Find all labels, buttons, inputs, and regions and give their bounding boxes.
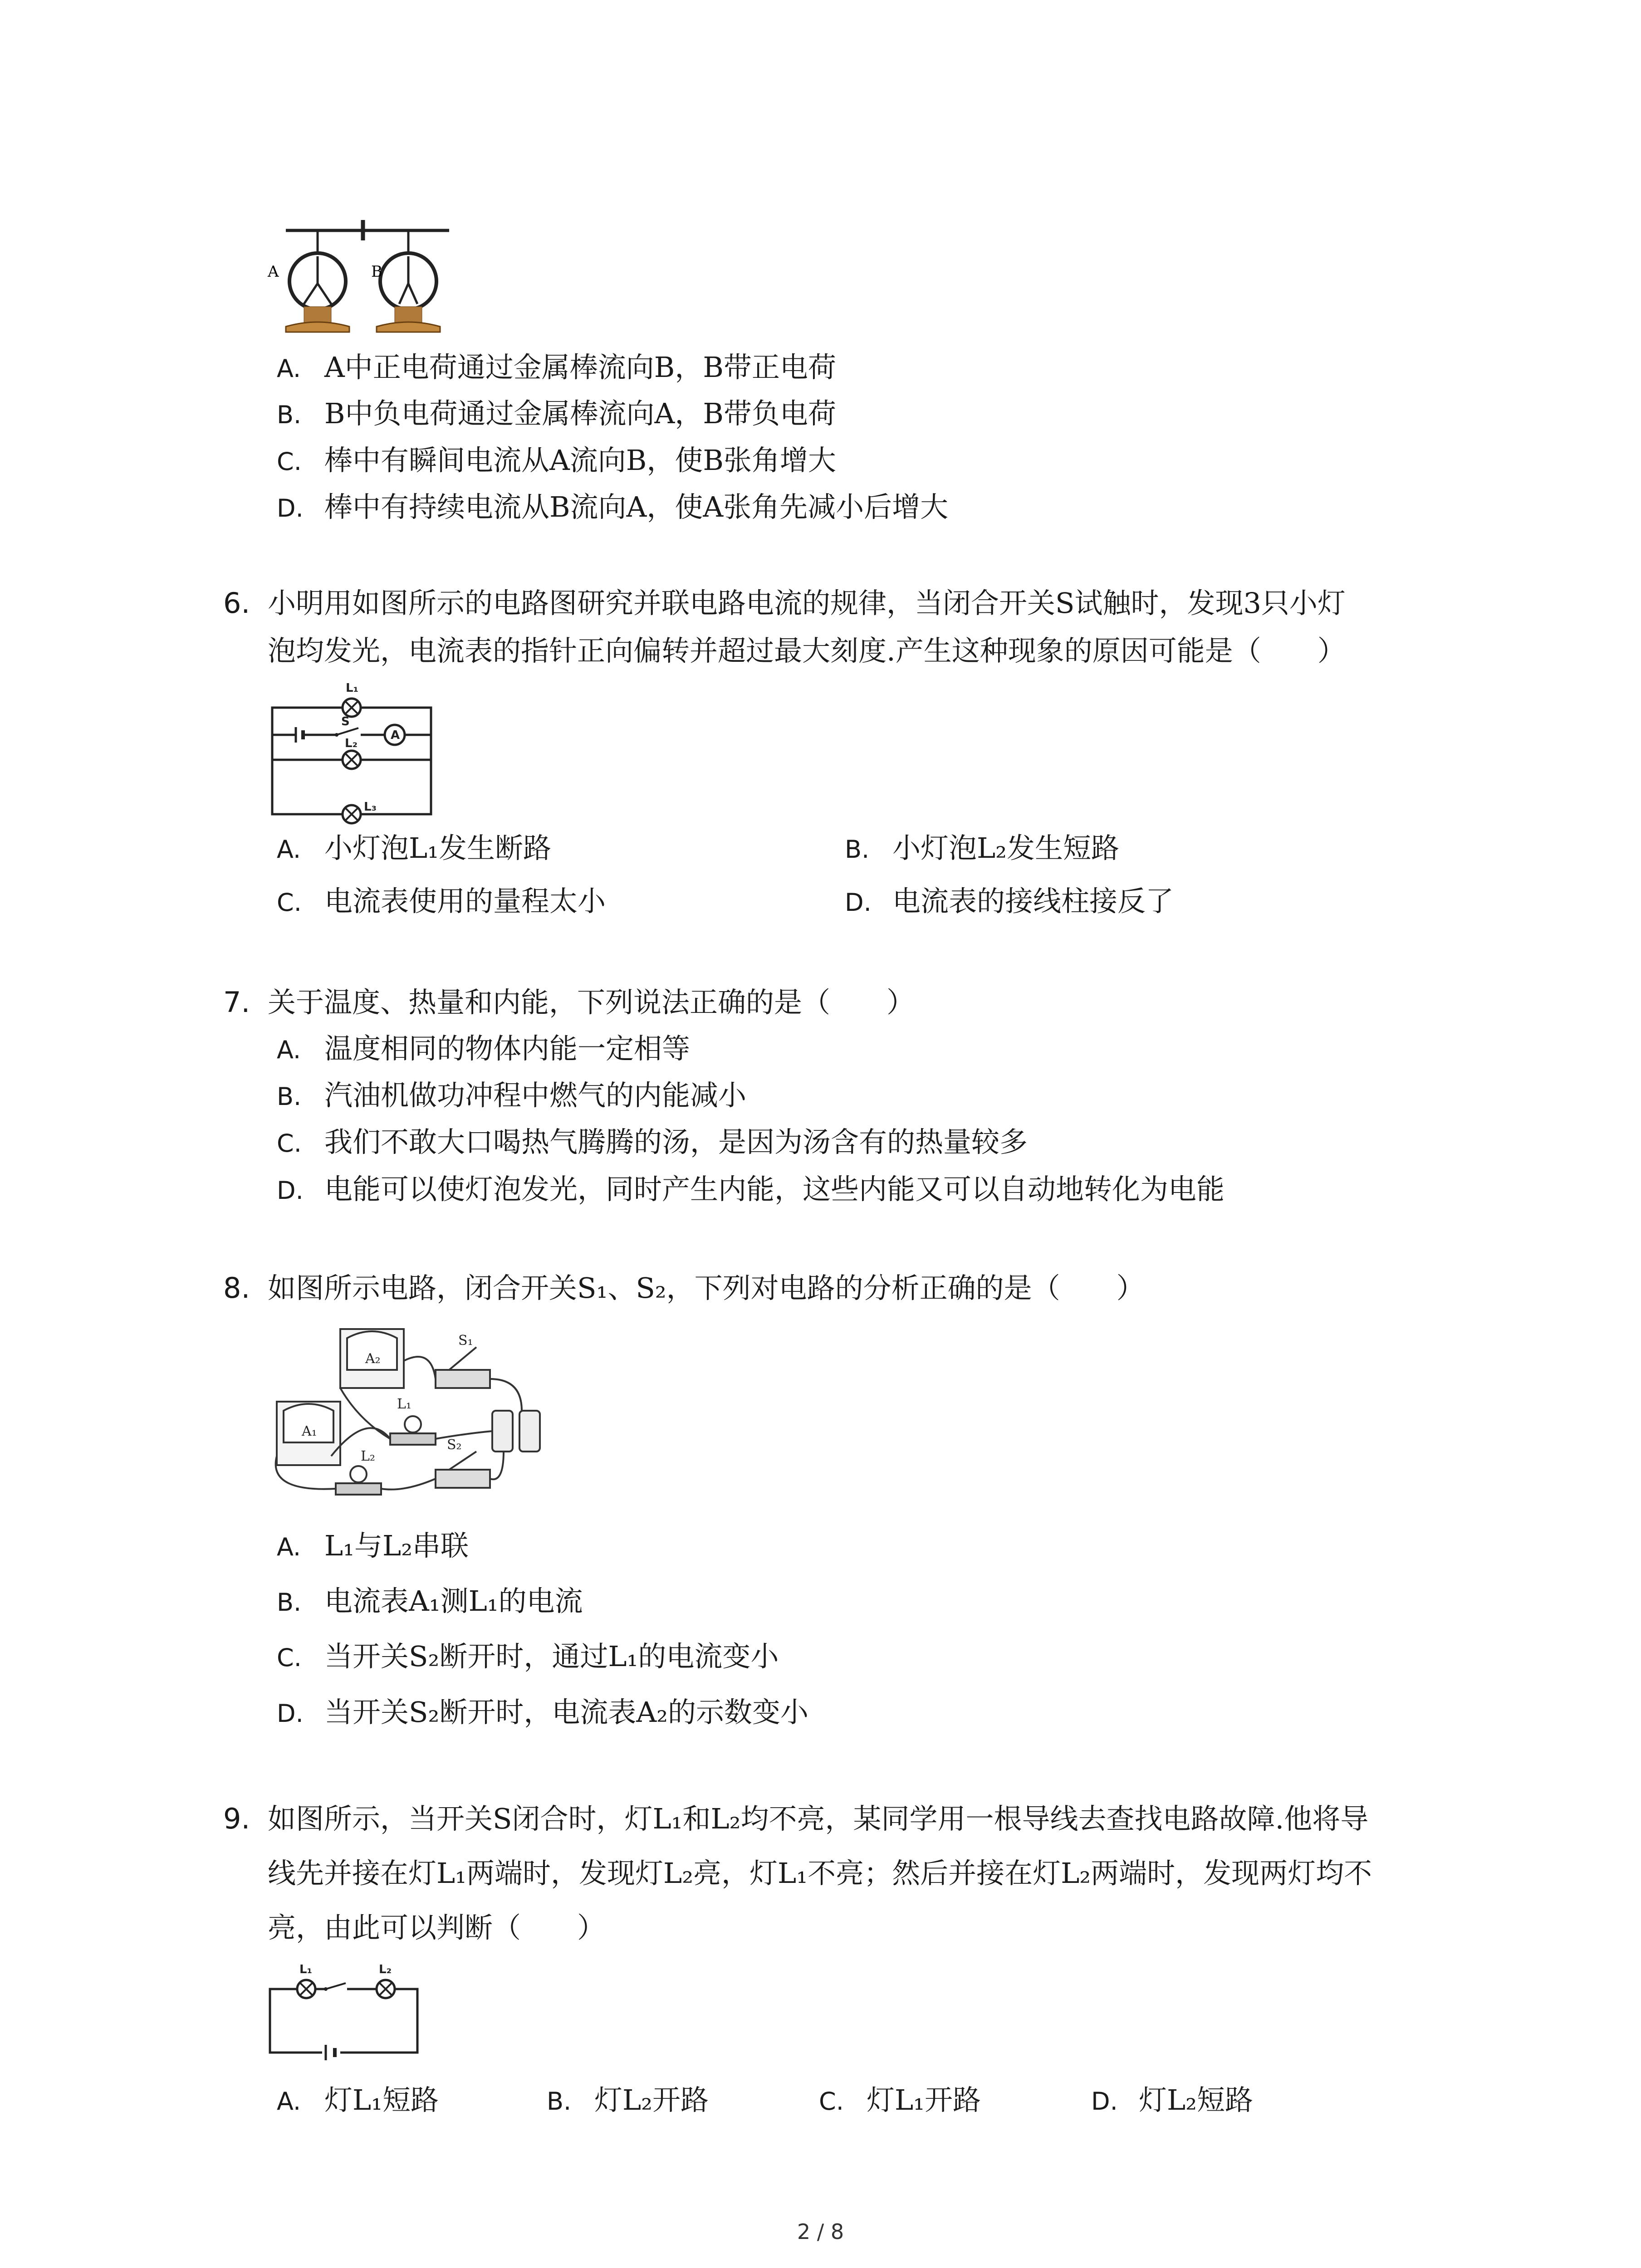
q8-option-c: C. 当开关S₂断开时，通过L₁的电流变小 xyxy=(277,1640,779,1673)
label-a1: A₁ xyxy=(302,1423,317,1439)
label-l2: L₂ xyxy=(345,737,358,750)
q7-option-b: B. 汽油机做功冲程中燃气的内能减小 xyxy=(277,1079,747,1112)
label-s1: S₁ xyxy=(458,1333,473,1349)
q6-option-c: C. 电流表使用的量程太小 xyxy=(277,885,606,918)
label-l1: L₁ xyxy=(346,681,358,695)
page-number: 2 / 8 xyxy=(797,2219,844,2244)
figure-label-b: B xyxy=(371,263,382,281)
label-l1: L₁ xyxy=(397,1396,411,1412)
parallel-circuit-figure xyxy=(268,683,440,828)
q9-stem-line-2: 线先并接在灯L₁两端时，发现灯L₂亮，灯L₁不亮；然后并接在灯L₂两端时，发现两灯均不 xyxy=(268,1857,1372,1890)
label-l3: L₃ xyxy=(364,800,377,814)
label-s2: S₂ xyxy=(447,1437,462,1453)
q7-stem: 7. 关于温度、热量和内能，下列说法正确的是（ ） xyxy=(223,986,915,1019)
q9-option-a: A. 灯L₁短路 xyxy=(277,2083,439,2116)
q5-option-b: B. B中负电荷通过金属棒流向A，B带负电荷 xyxy=(277,397,836,430)
electroscope-figure xyxy=(268,213,458,354)
q6-option-d: D. 电流表的接线柱接反了 xyxy=(845,885,1174,918)
q5-option-c: C. 棒中有瞬间电流从A流向B，使B张角增大 xyxy=(277,444,836,477)
q9-option-d: D. 灯L₂短路 xyxy=(1091,2083,1254,2116)
q8-stem: 8. 如图所示电路，闭合开关S₁、S₂，下列对电路的分析正确的是（ ） xyxy=(223,1271,1145,1305)
q5-option-d: D. 棒中有持续电流从B流向A，使A张角先减小后增大 xyxy=(277,490,949,523)
q8-option-d: D. 当开关S₂断开时，电流表A₂的示数变小 xyxy=(277,1696,808,1729)
q6-stem-line-1: 6. 小明用如图所示的电路图研究并联电路电流的规律，当闭合开关S试触时，发现3只小灯 xyxy=(223,587,1346,620)
label-a2: A₂ xyxy=(365,1351,381,1367)
q7-option-a: A. 温度相同的物体内能一定相等 xyxy=(277,1032,691,1065)
q8-option-a: A. L₁与L₂串联 xyxy=(277,1529,469,1562)
label-l2: L₂ xyxy=(361,1448,375,1464)
q5-option-a: A. A中正电荷通过金属棒流向B，B带正电荷 xyxy=(277,351,836,384)
q8-option-b: B. 电流表A₁测L₁的电流 xyxy=(277,1584,583,1618)
q9-stem-line-3: 亮，由此可以判断（ ） xyxy=(268,1911,606,1944)
q9-option-b: B. 灯L₂开路 xyxy=(547,2083,709,2116)
physical-circuit-figure xyxy=(268,1320,563,1515)
q7-option-d: D. 电能可以使灯泡发光，同时产生内能，这些内能又可以自动地转化为电能 xyxy=(277,1173,1225,1206)
q9-stem-line-1: 9. 如图所示，当开关S闭合时，灯L₁和L₂均不亮，某同学用一根导线去查找电路故障.他将导 xyxy=(223,1802,1369,1835)
q6-stem-line-2: 泡均发光，电流表的指针正向偏转并超过最大刻度.产生这种现象的原因可能是（ ） xyxy=(268,634,1346,667)
label-l1: L₁ xyxy=(299,1963,312,1976)
label-l2: L₂ xyxy=(379,1963,392,1976)
q6-option-a: A. 小灯泡L₁发生断路 xyxy=(277,831,552,865)
figure-label-a: A xyxy=(268,263,279,281)
q7-option-c: C. 我们不敢大口喝热气腾腾的汤，是因为汤含有的热量较多 xyxy=(277,1125,1028,1158)
label-s: S xyxy=(341,715,350,728)
series-circuit-figure xyxy=(268,1960,426,2064)
q6-option-b: B. 小灯泡L₂发生短路 xyxy=(845,831,1120,865)
label-a: A xyxy=(391,728,400,742)
q9-option-c: C. 灯L₁开路 xyxy=(819,2083,981,2116)
